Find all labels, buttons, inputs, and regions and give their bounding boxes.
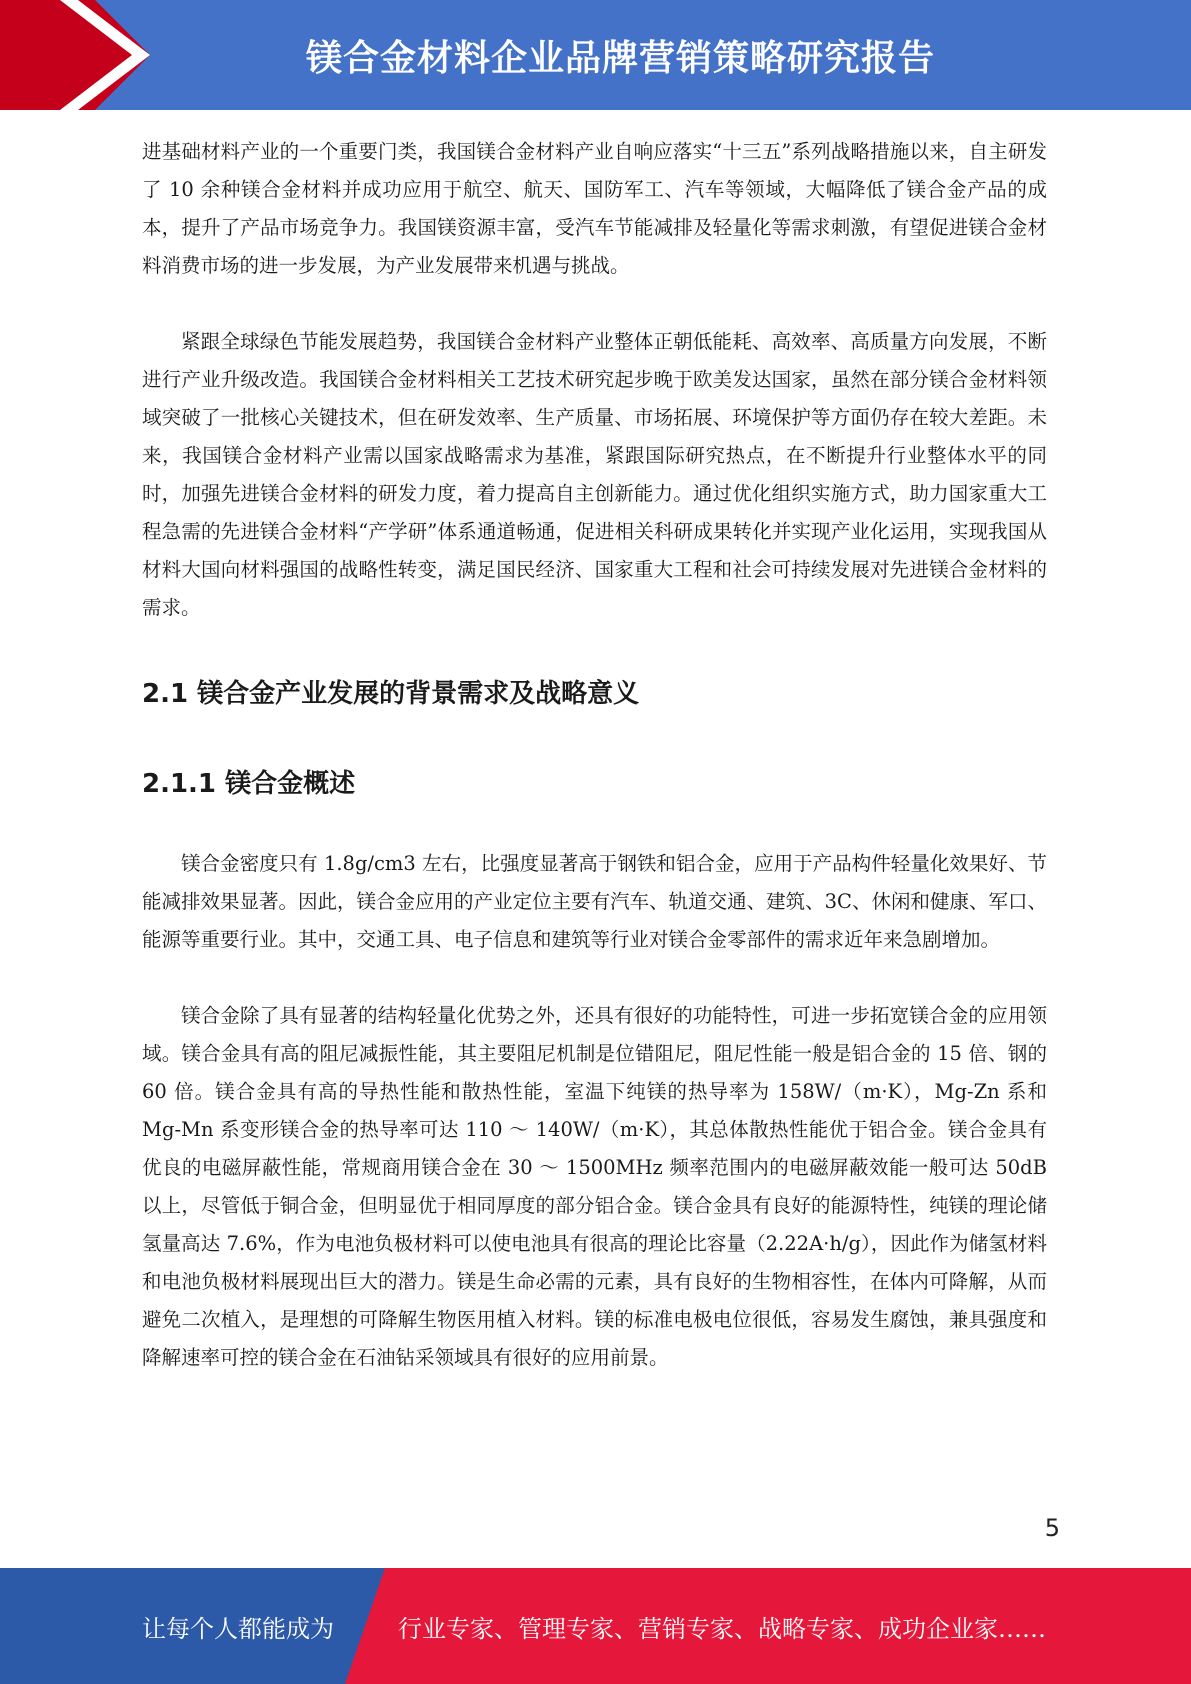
page-number: 5 (1044, 1514, 1060, 1542)
section-heading-2-1: 2.1 镁合金产业发展的背景需求及战略意义 (142, 679, 640, 709)
footer-slogan-left: 让每个人都能成为 (142, 1614, 334, 1643)
page-header (0, 0, 1191, 110)
paragraph-4: 镁合金除了具有显著的结构轻量化优势之外，还具有很好的功能特性，可进一步拓宽镁合金的应用领域。镁合金具有高的阻尼减振性能，其主要阻尼机制是位错阻尼，阻尼性能一般是铝合金的 15 倍、钢的 60 倍。镁合金具有高的导热性能和散热性能，室温下纯镁的热导率为 158W/（m·K），Mg-Zn 系和 Mg-Mn 系变形镁合金的热导率可达 110 ～ 140W/（m·K），其总体散热性能优于铝合金。镁合金具有优良的电磁屏蔽性能，常规商用镁合金在 30 ～ 1500MHz 频率范围内的电磁屏蔽效能一般可达 50dB 以上，尽管低于铜合金，但明显优于相同厚度的部分铝合金。镁合金具有良好的能源特性，纯镁的理论储氢量高达 7.6%，作为电池负极材料可以使电池具有很高的理论比容量（2.22A·h/g），因此作为储氢材料和电池负极材料展现出巨大的潜力。镁是生命必需的元素，具有良好的生物相容性，在体内可降解，从而避免二次植入，是理想的可降解生物医用植入材料。镁的标准电极电位很低，容易发生腐蚀，兼具强度和降解速率可控的镁合金在石油钻采领域具有很好的应用前景。 (142, 1004, 1047, 1369)
paragraph-1: 进基础材料产业的一个重要门类，我国镁合金材料产业自响应落实“十三五”系列战略措施以来，自主研发了 10 余种镁合金材料并成功应用于航空、航天、国防军工、汽车等领域，大幅降低了镁合金产品的成本，提升了产品市场竞争力。我国镁资源丰富，受汽车节能减排及轻量化等需求刺激，有望促进镁合金材料消费市场的进一步发展，为产业发展带来机遇与挑战。 (142, 140, 1047, 277)
report-title: 镁合金材料企业品牌营销策略研究报告 (305, 37, 935, 79)
section-body (142, 845, 1047, 1377)
page-footer (0, 1568, 1191, 1684)
footer-slogan-right: 行业专家、管理专家、营销专家、战略专家、成功企业家…… (398, 1614, 1046, 1643)
page-content (142, 133, 1047, 627)
paragraph-2: 紧跟全球绿色节能发展趋势，我国镁合金材料产业整体正朝低能耗、高效率、高质量方向发展，不断进行产业升级改造。我国镁合金材料相关工艺技术研究起步晚于欧美发达国家，虽然在部分镁合金材料领域突破了一批核心关键技术，但在研发效率、生产质量、市场拓展、环境保护等方面仍存在较大差距。未来，我国镁合金材料产业需以国家战略需求为基准，紧跟国际研究热点，在不断提升行业整体水平的同时，加强先进镁合金材料的研发力度，着力提高自主创新能力。通过优化组织实施方式，助力国家重大工程急需的先进镁合金材料“产学研”体系通道畅通，促进相关科研成果转化并实现产业化运用，实现我国从材料大国向材料强国的战略性转变，满足国民经济、国家重大工程和社会可持续发展对先进镁合金材料的需求。 (142, 330, 1047, 619)
section-heading-2-1-1: 2.1.1 镁合金概述 (142, 769, 356, 799)
header-red-arrow (0, 0, 150, 110)
paragraph-3: 镁合金密度只有 1.8g/cm3 左右，比强度显著高于钢铁和铝合金，应用于产品构件轻量化效果好、节能减排效果显著。因此，镁合金应用的产业定位主要有汽车、轨道交通、建筑、3C、休闲和健康、军口、能源等重要行业。其中，交通工具、电子信息和建筑等行业对镁合金零部件的需求近年来急剧增加。 (142, 852, 1047, 951)
